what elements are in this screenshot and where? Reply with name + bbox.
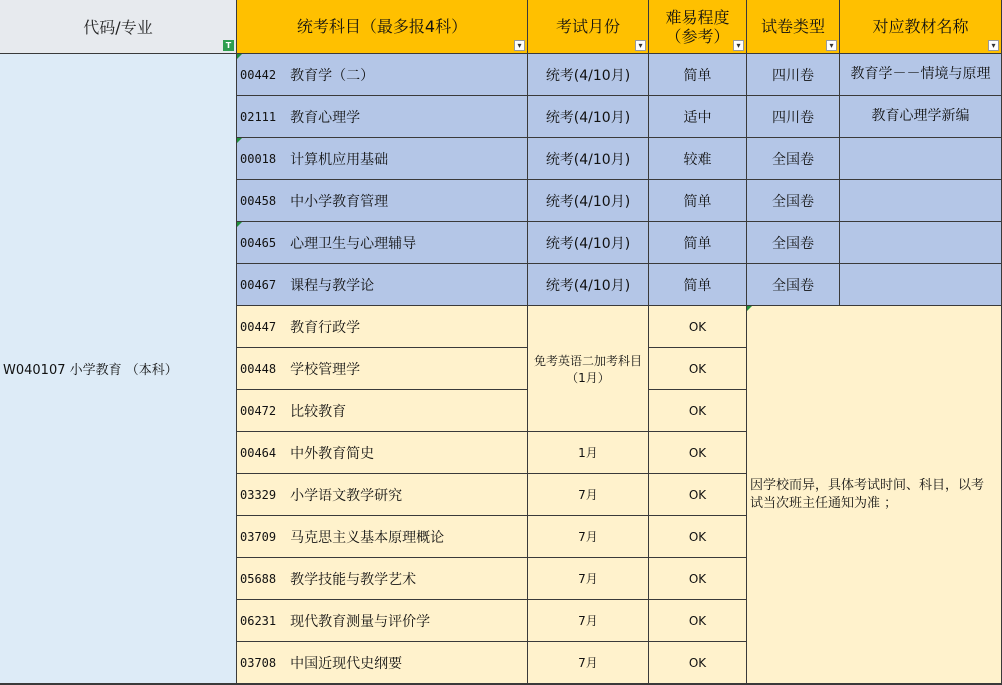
difficulty-cell-text: OK bbox=[688, 319, 707, 334]
paper-type-cell[interactable] bbox=[747, 54, 840, 96]
difficulty-cell[interactable] bbox=[649, 138, 747, 180]
major-label: W040107 小学教育 （本科） bbox=[3, 363, 178, 378]
difficulty-cell[interactable] bbox=[649, 306, 747, 348]
exam-month-cell-text: 统考(4/10月) bbox=[545, 109, 631, 126]
textbook-cell[interactable] bbox=[840, 96, 1002, 138]
subject-code: 00442 bbox=[240, 67, 277, 82]
exam-month-cell[interactable] bbox=[528, 474, 649, 516]
difficulty-cell-text: 适中 bbox=[683, 109, 712, 126]
header-subjects[interactable] bbox=[237, 0, 528, 54]
subject-cell[interactable] bbox=[237, 264, 528, 306]
subject-cell[interactable] bbox=[237, 390, 528, 432]
header-exam-month[interactable] bbox=[528, 0, 649, 54]
exam-month-cell[interactable] bbox=[528, 264, 649, 306]
difficulty-cell-text: OK bbox=[688, 655, 707, 670]
paper-type-cell[interactable] bbox=[747, 264, 840, 306]
paper-type-cell-text: 全国卷 bbox=[772, 277, 814, 294]
textbook-cell[interactable] bbox=[840, 264, 1002, 306]
subject-name: 中外教育简史 bbox=[290, 445, 375, 462]
textbook-cell[interactable] bbox=[840, 222, 1002, 264]
difficulty-cell-text: OK bbox=[688, 445, 707, 460]
subject-cell[interactable] bbox=[237, 348, 528, 390]
subject-code: 03709 bbox=[240, 529, 277, 544]
subject-code: 00465 bbox=[240, 235, 277, 250]
header-code-major[interactable] bbox=[0, 0, 237, 54]
header-exam-month-label: 考试月份 bbox=[555, 17, 620, 36]
exempt-english-note-cell[interactable] bbox=[528, 306, 649, 432]
difficulty-cell-text: OK bbox=[688, 361, 707, 376]
school-remark-cell[interactable] bbox=[747, 306, 1002, 684]
difficulty-cell[interactable] bbox=[649, 348, 747, 390]
textbook-cell[interactable] bbox=[840, 138, 1002, 180]
textbook-cell[interactable] bbox=[840, 180, 1002, 222]
difficulty-cell-text: OK bbox=[688, 403, 707, 418]
subject-name: 中小学教育管理 bbox=[290, 193, 389, 210]
paper-type-cell-text: 四川卷 bbox=[772, 109, 814, 126]
header-difficulty-label: 难易程度（参考） bbox=[665, 7, 730, 46]
exam-month-cell[interactable] bbox=[528, 180, 649, 222]
subject-name: 教育心理学 bbox=[290, 109, 361, 126]
difficulty-cell-text: 简单 bbox=[683, 235, 712, 252]
subject-name: 比较教育 bbox=[290, 403, 347, 420]
subject-code: 00448 bbox=[240, 361, 277, 376]
difficulty-cell-text: OK bbox=[688, 529, 707, 544]
difficulty-cell[interactable] bbox=[649, 558, 747, 600]
header-paper-type-label: 试卷类型 bbox=[760, 17, 825, 36]
subject-cell[interactable] bbox=[237, 180, 528, 222]
subject-name: 课程与教学论 bbox=[290, 277, 375, 294]
exam-month-cell-text: 7月 bbox=[578, 656, 598, 670]
subject-name: 教育行政学 bbox=[290, 319, 361, 336]
major-cell[interactable] bbox=[0, 54, 237, 684]
filter-dropdown-icon[interactable]: ▾ bbox=[988, 40, 999, 51]
paper-type-cell-text: 全国卷 bbox=[772, 151, 814, 168]
exam-month-cell[interactable] bbox=[528, 558, 649, 600]
difficulty-cell[interactable] bbox=[649, 432, 747, 474]
subject-name: 教学技能与教学艺术 bbox=[290, 571, 417, 588]
subject-code: 06231 bbox=[240, 613, 277, 628]
exam-month-cell[interactable] bbox=[528, 54, 649, 96]
subject-cell[interactable] bbox=[237, 558, 528, 600]
subject-code: 00472 bbox=[240, 403, 277, 418]
subject-code: 03708 bbox=[240, 655, 277, 670]
paper-type-cell[interactable] bbox=[747, 222, 840, 264]
subject-code: 05688 bbox=[240, 571, 277, 586]
filter-active-icon[interactable]: T bbox=[223, 40, 234, 51]
exam-month-cell-text: 统考(4/10月) bbox=[545, 235, 631, 252]
difficulty-cell[interactable] bbox=[649, 516, 747, 558]
exam-month-cell-text: 统考(4/10月) bbox=[545, 193, 631, 210]
comment-marker-icon bbox=[747, 306, 752, 311]
paper-type-cell[interactable] bbox=[747, 96, 840, 138]
header-paper-type[interactable] bbox=[747, 0, 840, 54]
exam-month-cell-text: 统考(4/10月) bbox=[545, 277, 631, 294]
paper-type-cell-text: 四川卷 bbox=[772, 67, 814, 84]
textbook-cell[interactable] bbox=[840, 54, 1002, 96]
difficulty-cell[interactable] bbox=[649, 180, 747, 222]
subject-code: 00467 bbox=[240, 277, 277, 292]
paper-type-cell-text: 全国卷 bbox=[772, 235, 814, 252]
subject-name: 现代教育测量与评价学 bbox=[290, 613, 431, 630]
subject-cell[interactable] bbox=[237, 222, 528, 264]
paper-type-cell-text: 全国卷 bbox=[772, 193, 814, 210]
subject-name: 教育学（二） bbox=[290, 67, 375, 84]
header-subjects-label: 统考科目（最多报4科） bbox=[296, 17, 468, 36]
exam-month-cell[interactable] bbox=[528, 222, 649, 264]
exam-month-cell-text: 统考(4/10月) bbox=[545, 151, 631, 168]
school-remark: 因学校而异，具体考试时间、科目，以考试当次班主任通知为准 ； bbox=[750, 477, 985, 511]
filter-dropdown-icon[interactable]: ▾ bbox=[635, 40, 646, 51]
subject-cell[interactable] bbox=[237, 474, 528, 516]
subject-code: 00447 bbox=[240, 319, 277, 334]
exam-month-cell-text: 统考(4/10月) bbox=[545, 67, 631, 84]
subject-code: 00464 bbox=[240, 445, 277, 460]
difficulty-cell[interactable] bbox=[649, 222, 747, 264]
difficulty-cell[interactable] bbox=[649, 600, 747, 642]
difficulty-cell[interactable] bbox=[649, 474, 747, 516]
textbook-cell-text: 教育学－－情境与原理 bbox=[850, 66, 991, 82]
subject-name: 小学语文教学研究 bbox=[290, 487, 403, 504]
subject-name: 马克思主义基本原理概论 bbox=[290, 529, 445, 546]
difficulty-cell[interactable] bbox=[649, 642, 747, 684]
difficulty-cell-text: 简单 bbox=[683, 277, 712, 294]
subject-name: 心理卫生与心理辅导 bbox=[290, 235, 417, 252]
difficulty-cell-text: OK bbox=[688, 613, 707, 628]
exam-month-cell[interactable] bbox=[528, 600, 649, 642]
exam-month-cell[interactable] bbox=[528, 642, 649, 684]
difficulty-cell-text: OK bbox=[688, 487, 707, 502]
exam-month-cell[interactable] bbox=[528, 432, 649, 474]
subject-code: 03329 bbox=[240, 487, 277, 502]
exam-month-cell-text: 7月 bbox=[578, 572, 598, 586]
subject-cell[interactable] bbox=[237, 516, 528, 558]
exam-month-cell-text: 7月 bbox=[578, 614, 598, 628]
exam-month-cell-text: 1月 bbox=[578, 446, 598, 460]
subject-cell[interactable] bbox=[237, 96, 528, 138]
difficulty-cell[interactable] bbox=[649, 96, 747, 138]
subject-code: 02111 bbox=[240, 109, 277, 124]
header-difficulty[interactable] bbox=[649, 0, 747, 54]
subject-cell[interactable] bbox=[237, 306, 528, 348]
difficulty-cell-text: 简单 bbox=[683, 193, 712, 210]
exempt-english-note: 免考英语二加考科目（1月） bbox=[534, 353, 643, 385]
difficulty-cell-text: 简单 bbox=[683, 67, 712, 84]
exam-month-cell[interactable] bbox=[528, 138, 649, 180]
header-textbook[interactable] bbox=[840, 0, 1002, 54]
subject-cell[interactable] bbox=[237, 600, 528, 642]
exam-month-cell-text: 7月 bbox=[578, 488, 598, 502]
comment-marker-icon bbox=[237, 222, 242, 227]
subject-name: 计算机应用基础 bbox=[290, 151, 389, 168]
header-code-major-label: 代码/专业 bbox=[83, 18, 153, 37]
difficulty-cell-text: 较难 bbox=[683, 151, 712, 168]
subject-cell[interactable] bbox=[237, 432, 528, 474]
exam-month-cell[interactable] bbox=[528, 516, 649, 558]
filter-dropdown-icon[interactable]: ▾ bbox=[733, 40, 744, 51]
subject-code: 00018 bbox=[240, 151, 277, 166]
subject-cell[interactable] bbox=[237, 642, 528, 684]
comment-marker-icon bbox=[237, 54, 242, 59]
paper-type-cell[interactable] bbox=[747, 180, 840, 222]
subject-name: 中国近现代史纲要 bbox=[290, 655, 403, 672]
subject-name: 学校管理学 bbox=[290, 361, 361, 378]
exam-month-cell-text: 7月 bbox=[578, 530, 598, 544]
difficulty-cell-text: OK bbox=[688, 571, 707, 586]
difficulty-cell[interactable] bbox=[649, 390, 747, 432]
exam-month-cell[interactable] bbox=[528, 96, 649, 138]
difficulty-cell[interactable] bbox=[649, 264, 747, 306]
comment-marker-icon bbox=[237, 138, 242, 143]
filter-dropdown-icon[interactable]: ▾ bbox=[826, 40, 837, 51]
subject-code: 00458 bbox=[240, 193, 277, 208]
difficulty-cell[interactable] bbox=[649, 54, 747, 96]
subject-cell[interactable] bbox=[237, 54, 528, 96]
paper-type-cell[interactable] bbox=[747, 138, 840, 180]
textbook-cell-text: 教育心理学新编 bbox=[871, 108, 970, 124]
filter-dropdown-icon[interactable]: ▾ bbox=[514, 40, 525, 51]
header-textbook-label: 对应教材名称 bbox=[872, 17, 969, 36]
subject-cell[interactable] bbox=[237, 138, 528, 180]
